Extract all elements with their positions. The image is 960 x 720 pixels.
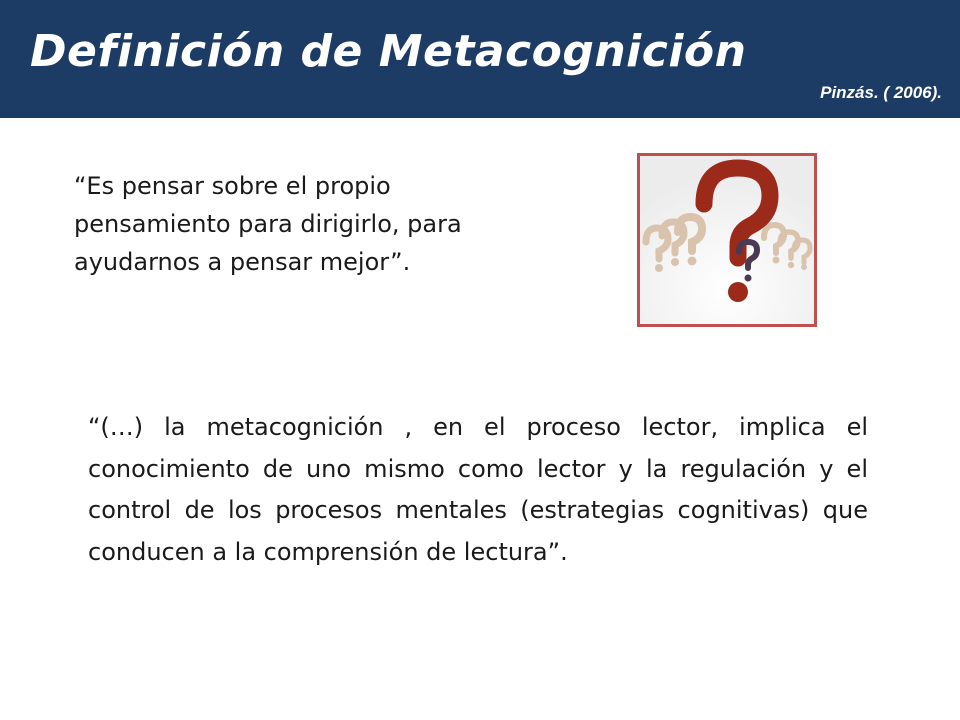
citation: Pinzás. ( 2006). (820, 83, 942, 102)
slide-title: Definición de Metacognición (30, 26, 747, 77)
secondary-quote: “(…) la metacognición , en el proceso lector, implica el conocimiento de uno mismo como lector y la regulación y el control de los procesos mentales (estrategias cognitivas) que conducen a la comprensión de lectura”. (88, 413, 868, 566)
question-marks-image (637, 153, 817, 327)
main-quote: “Es pensar sobre el propio pensamiento para dirigirlo, para ayudarnos a pensar mejor”. (74, 172, 462, 276)
header-band (0, 0, 960, 118)
question-marks-icon (640, 156, 814, 324)
